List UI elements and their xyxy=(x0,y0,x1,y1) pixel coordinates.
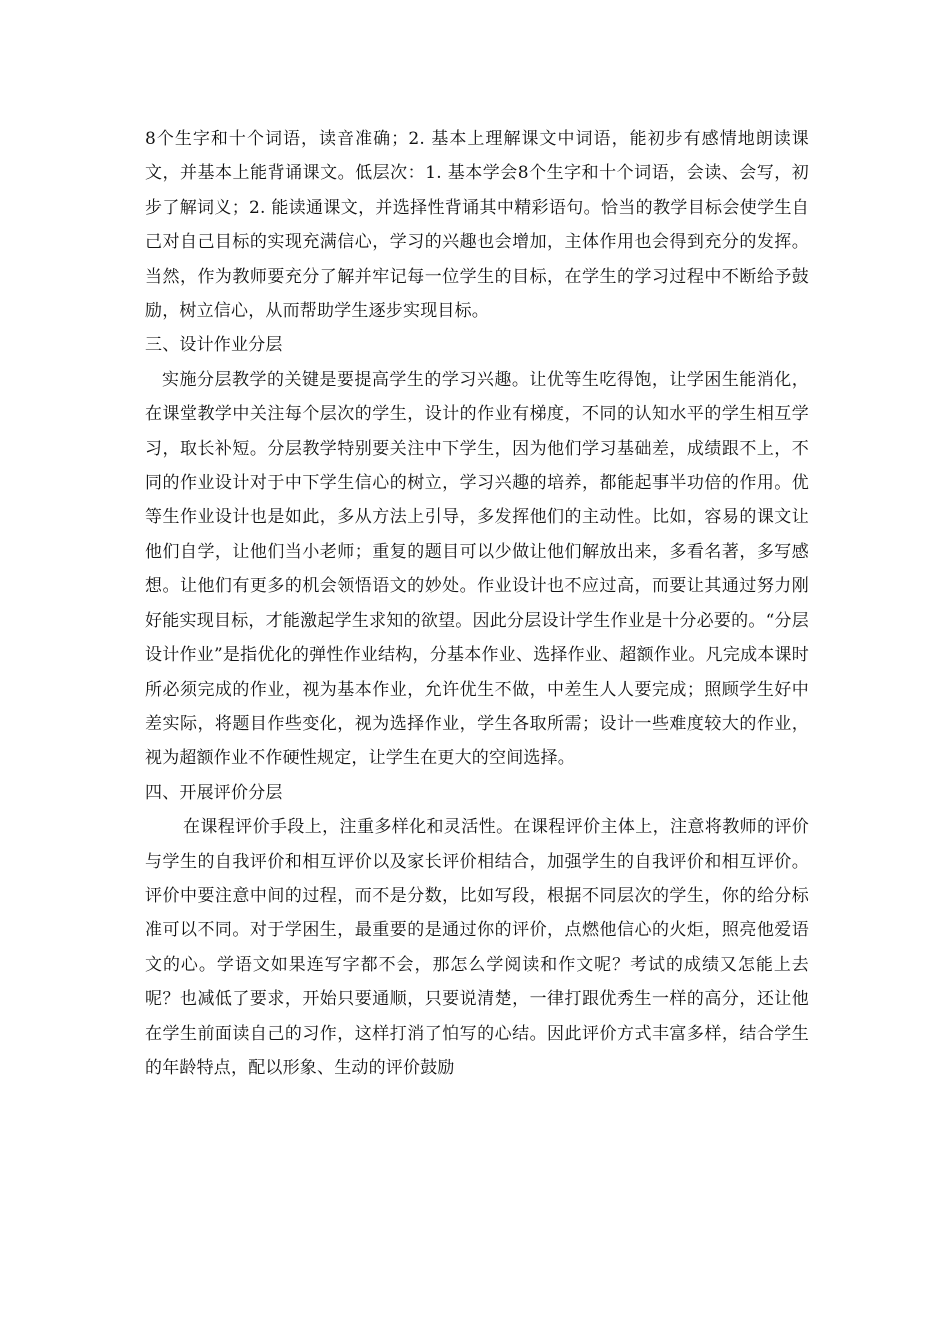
section-heading-evaluation-layering: 四、开展评价分层 xyxy=(145,782,283,803)
section-heading-homework-layering: 三、设计作业分层 xyxy=(145,335,283,356)
paragraph-evaluation-layering: 在课程评价手段上，注重多样化和灵活性。在课程评价主体上，注意将教师的评价与学生的自我评价和相互评价以及家长评价相结合，加强学生的自我评价和相互评价。评价中要注意中间的过程，而不是分数，比如写段，根据不同层次的学生，你的给分标准可以不同。对于学困生，最重要的是通过你的评价，点燃他信心的火炬，照亮他爱语文的心。学语文如果连写字都不会，那怎么学阅读和作文呢？考试的成绩又怎能上去呢？也减低了要求，开始只要通顺，只要说清楚，一律打跟优秀生一样的高分，还让他在学生前面读自己的习作，这样打消了怕写的心结。因此评价方式丰富多样，结合学生的年龄特点，配以形象、生动的评价鼓励 xyxy=(145,817,809,1078)
paragraph-homework-layering: 实施分层教学的关键是要提高学生的学习兴趣。让优等生吃得饱，让学困生能消化，在课堂教学中关注每个层次的学生，设计的作业有梯度，不同的认知水平的学生相互学习，取长补短。分层教学特别要关注中下学生，因为他们学习基础差，成绩跟不上，不同的作业设计对于中下学生信心的树立，学习兴趣的培养，都能起事半功倍的作用。优等生作业设计也是如此，多从方法上引导，多发挥他们的主动性。比如，容易的课文让他们自学，让他们当小老师；重复的题目可以少做让他们解放出来，多看名著，多写感想。让他们有更多的机会领悟语文的妙处。作业设计也不应过高，而要让其通过努力刚好能实现目标，才能激起学生求知的欲望。因此分层设计学生作业是十分必要的。“分层设计作业”是指优化的弹性作业结构，分基本作业、选择作业、超额作业。凡完成本课时所必须完成的作业，视为基本作业，允许优生不做，中差生人人要完成；照顾学生好中差实际，将题目作些变化，视为选择作业，学生各取所需；设计一些难度较大的作业，视为超额作业不作硬性规定，让学生在更大的空间选择。 xyxy=(145,369,809,769)
paragraph-intro-continuation: 8个生字和十个词语，读音准确；2. 基本上理解课文中词语，能初步有感情地朗读课文，并基本上能背诵课文。低层次：1. 基本学会8个生字和十个词语，会读、会写，初步了解词义；2. 能读通课文，并选择性背诵其中精彩语句。恰当的教学目标会使学生自己对自己目标的实现充满信心，学习的兴趣也会增加，主体作用也会得到充分的发挥。当然，作为教师要充分了解并牢记每一位学生的目标，在学生的学习过程中不断给予鼓励，树立信心，从而帮助学生逐步实现目标。 xyxy=(145,129,809,322)
document-page xyxy=(145,122,809,1085)
